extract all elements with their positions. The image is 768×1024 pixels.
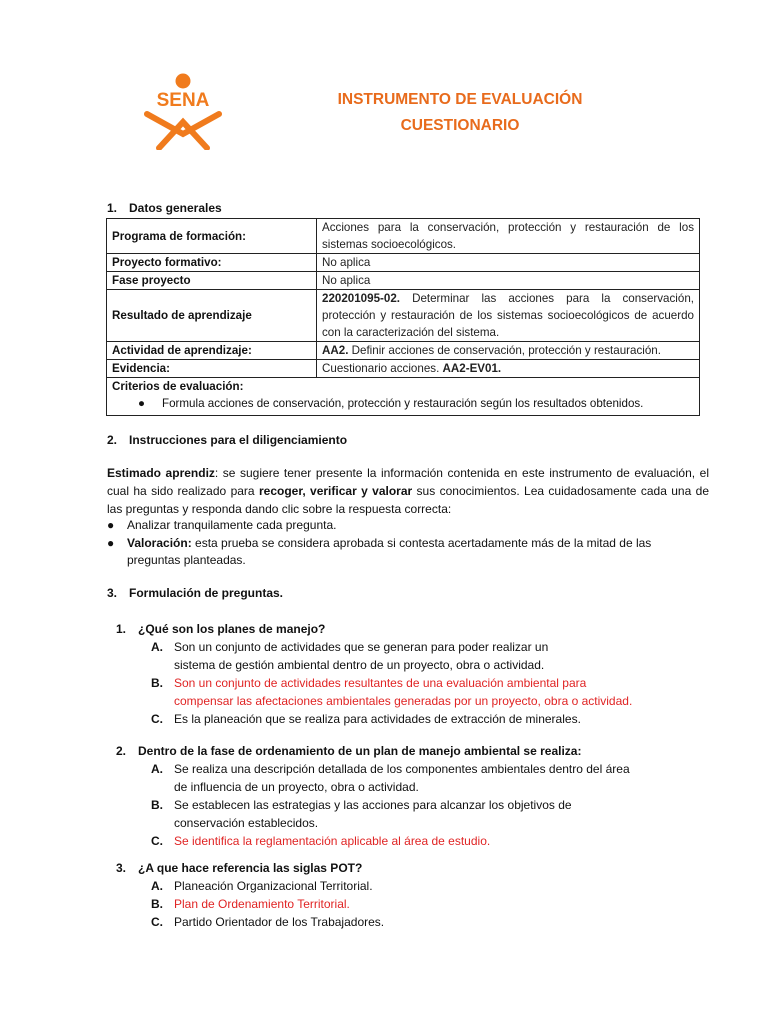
bullet-icon: ● (107, 535, 115, 550)
row-label: Resultado de aprendizaje (107, 290, 317, 342)
row-value: Acciones para la conservación, protección y restauración de los sistemas socioecológicos. (317, 219, 700, 254)
question-text: ¿A que hace referencia las siglas POT? (138, 861, 363, 875)
evidence-code: AA2-EV01. (442, 362, 502, 375)
table-row (107, 272, 700, 290)
row-label: Fase proyecto (107, 272, 317, 290)
option-text: Planeación Organizacional Territorial. (174, 879, 373, 893)
option-letter: A. (151, 762, 163, 776)
table-row (107, 290, 700, 342)
table-row (107, 254, 700, 272)
list-item-text: Analizar tranquilamente cada pregunta. (127, 518, 337, 532)
section-number: 2. (107, 433, 118, 447)
criteria-cell (107, 378, 700, 416)
question-text: Dentro de la fase de ordenamiento de un plan de manejo ambiental se realiza: (138, 744, 582, 758)
list-item (107, 517, 687, 535)
criteria-title: Criterios de evaluación: (112, 380, 244, 393)
option-letter: C. (151, 834, 163, 848)
option-letter: B. (151, 798, 163, 812)
row-value (317, 342, 700, 360)
section-number: 3. (107, 586, 118, 600)
question-title (116, 742, 716, 760)
answer-option-a[interactable] (116, 877, 716, 895)
section-title: Instrucciones para el diligenciamiento (129, 433, 348, 447)
table-row (107, 219, 700, 254)
table-row (107, 378, 700, 416)
list-item-content (127, 535, 667, 570)
option-text: Plan de Ordenamiento Territorial. (174, 897, 350, 911)
section-1-heading (107, 201, 222, 215)
result-text: Determinar las acciones para la conservación, protección y restauración de los sistemas socioecológicos de acuerdo con la caracterización del sistema. (322, 292, 694, 339)
question-number: 1. (116, 622, 127, 636)
section-title: Datos generales (129, 201, 222, 215)
option-text: Se realiza una descripción detallada de los componentes ambientales dentro del área de influencia de un proyecto, obra o actividad. (174, 762, 630, 794)
list-item-text: esta prueba se considera aprobada si contesta acertadamente más de la mitad de las preguntas planteadas. (127, 535, 652, 567)
question-title (116, 859, 716, 877)
answer-option-b[interactable] (116, 895, 716, 913)
list-item (107, 535, 667, 570)
question-2 (116, 742, 716, 850)
answer-option-b[interactable] (116, 796, 611, 832)
option-letter: B. (151, 897, 163, 911)
row-value: No aplica (317, 272, 700, 290)
question-number: 2. (116, 744, 127, 758)
instructions-list (107, 517, 687, 570)
option-letter: C. (151, 712, 163, 726)
section-2-heading (107, 433, 347, 447)
option-letter: B. (151, 676, 163, 690)
option-text: Se identifica la reglamentación aplicable al área de estudio. (174, 834, 491, 848)
bullet-icon: ● (107, 518, 115, 532)
instructions-paragraph (107, 464, 709, 518)
option-letter: A. (151, 879, 163, 893)
option-text: Son un conjunto de actividades que se generan para poder realizar un sistema de gestión ambiental dentro de un proyecto, obra o actividad. (174, 640, 549, 672)
question-text: ¿Qué son los planes de manejo? (138, 622, 326, 636)
answer-option-a[interactable] (116, 638, 591, 674)
row-label: Proyecto formativo: (107, 254, 317, 272)
answer-option-a[interactable] (116, 760, 641, 796)
table-row (107, 360, 700, 378)
list-item (112, 395, 694, 412)
row-value (317, 290, 700, 342)
answer-option-c[interactable] (116, 913, 716, 931)
general-data-table (106, 218, 700, 416)
sena-logo (143, 72, 223, 150)
result-code: 220201095-02. (322, 292, 401, 305)
question-number: 3. (116, 861, 127, 875)
bold-text: Estimado aprendiz (107, 466, 215, 480)
activity-code: AA2. (322, 344, 349, 357)
answer-option-b[interactable] (116, 674, 641, 710)
option-text: Se establecen las estrategias y las acciones para alcanzar los objetivos de conservación establecidos. (174, 798, 572, 830)
paragraph-text: : se sugiere tener presente la información contenida en este instrumento de evaluación, el cual ha sido realizado para (107, 466, 709, 498)
document-subtitle: CUESTIONARIO (400, 117, 520, 134)
answer-option-c[interactable] (116, 832, 716, 850)
option-text: Son un conjunto de actividades resultantes de una evaluación ambiental para compensar las afectaciones ambientales generadas por un proyecto, obra o actividad. (174, 676, 633, 708)
row-value (317, 360, 700, 378)
section-title: Formulación de preguntas. (129, 586, 284, 600)
document-title: INSTRUMENTO DE EVALUACIÓN (337, 91, 583, 108)
question-1 (116, 620, 716, 728)
option-letter: A. (151, 640, 163, 654)
row-label: Evidencia: (107, 360, 317, 378)
answer-option-c[interactable] (116, 710, 716, 728)
row-value: No aplica (317, 254, 700, 272)
bold-text: recoger, verificar y valorar (258, 484, 413, 498)
section-3-heading (107, 586, 283, 600)
activity-text: Definir acciones de conservación, protección y restauración. (348, 344, 661, 357)
row-label: Programa de formación: (107, 219, 317, 254)
criteria-item: Formula acciones de conservación, protección y restauración según los resultados obtenidos. (162, 397, 644, 410)
section-number: 1. (107, 201, 118, 215)
logo-text: SENA (156, 90, 210, 111)
question-3 (116, 859, 716, 931)
option-text: Partido Orientador de los Trabajadores. (174, 915, 385, 929)
row-label: Actividad de aprendizaje: (107, 342, 317, 360)
paragraph-text: sus conocimientos. Lea cuidadosamente cada una de las preguntas y responda dando clic sobre la respuesta correcta: (107, 484, 709, 516)
option-text: Es la planeación que se realiza para actividades de extracción de minerales. (174, 712, 581, 726)
bold-text: Valoración: (127, 535, 192, 550)
question-title (116, 620, 716, 638)
bullet-icon: ● (138, 397, 146, 410)
option-letter: C. (151, 915, 163, 929)
table-row (107, 342, 700, 360)
evidence-text: Cuestionario acciones. (322, 362, 443, 375)
